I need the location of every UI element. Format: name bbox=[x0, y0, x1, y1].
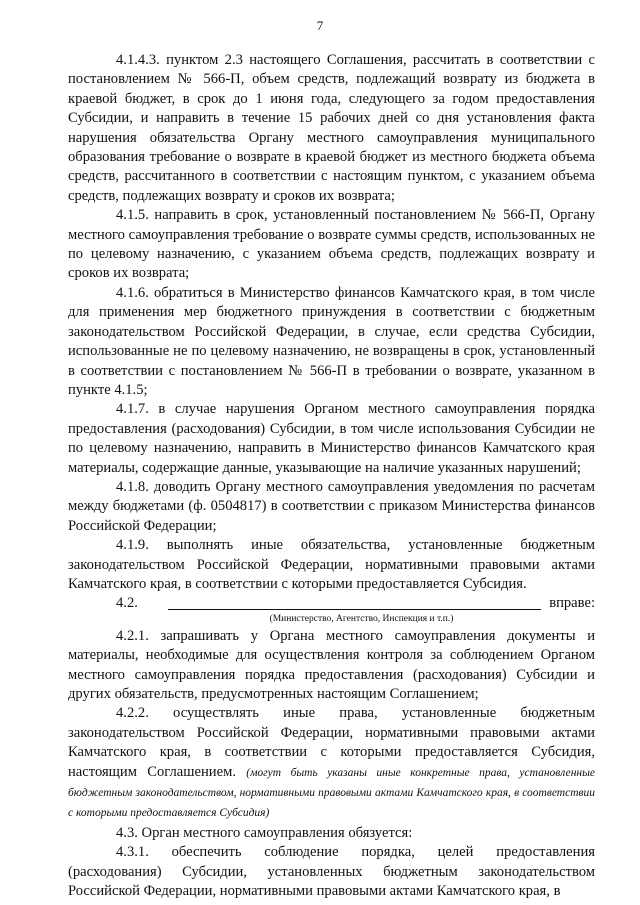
paragraph-4-2-1: 4.2.1. запрашивать у Органа местного самоуправления документы и материалы, необходимые для осуществления контроля за соблюдением Органом местного самоуправления порядка предоставления (расходования) Субсидии и других обязательств, предусмотренных настоящим Соглашением; bbox=[68, 627, 595, 702]
document-body bbox=[68, 51, 595, 901]
blank-caption: (Министерство, Агентство, Инспекция и т.п.) bbox=[269, 613, 454, 624]
paragraph-4-2-2-text: 4.2.2. осуществлять иные права, установленные бюджетным законодательством Российской Федерации, нормативными правовыми актами Камчатского края, в соответствии с которыми предоставляется Субсидия, настоящим Соглашением. bbox=[68, 705, 595, 780]
paragraph-4-2-2-note: (могут быть указаны иные конкретные права, установленные бюджетным законодательством, нормативными правовыми актами Камчатского края, в соответствии с которыми предоставляется Субсидия) bbox=[68, 766, 595, 820]
paragraph-4-1-4-3: 4.1.4.3. пунктом 2.3 настоящего Соглашения, рассчитать в соответствии с постановлением № 566-П, объем средств, подлежащий возврату из бюджета в краевой бюджет, в срок до 1 июня года, следующего за годом предоставления Субсидии, и направить в течение 15 рабочих дней со дня установления факта нарушения обязательства Органу местного самоуправления муниципального образования требование о возврате в краевой бюджет из местного бюджета объема средств, рассчитанного в соответствии с настоящим пунктом, с указанием объема средств, подлежащих возврату и сроков их возврата; bbox=[68, 52, 595, 204]
paragraph-4-1-6: 4.1.6. обратиться в Министерство финансов Камчатского края, в том числе для применения мер бюджетного принуждения в соответствии с бюджетным законодательством Российской Федерации, в случае, если средства Субсидии, использованные не по целевому назначению, не возвращены в срок, установленный в соответствии с постановлением № 566-П в требовании о возврате, указанном в пункте 4.1.5; bbox=[68, 284, 595, 398]
paragraph-4-1-5: 4.1.5. направить в срок, установленный постановлением № 566-П, Органу местного самоуправления требование о возврате суммы средств, использованных не по целевому назначению, с указанием объема средств, подлежащих возврату и сроков их возврата; bbox=[68, 207, 595, 282]
paragraph-4-1-8: 4.1.8. доводить Органу местного самоуправления уведомления по расчетам между бюджетами (ф. 0504817) в соответствии с приказом Министерства финансов Российской Федерации; bbox=[68, 478, 595, 534]
paragraph-4-3-1: 4.3.1. обеспечить соблюдение порядка, целей предоставления (расходования) Субсидии, установленных бюджетным законодательством Российской Федерации, нормативными правовыми актами Камчатского края, в bbox=[68, 844, 595, 900]
fill-in-blank-line bbox=[168, 609, 541, 610]
paragraph-4-2 bbox=[68, 594, 595, 613]
paragraph-4-2-label: 4.2. bbox=[116, 595, 138, 612]
paragraph-4-3: 4.3. Орган местного самоуправления обязуется: bbox=[116, 824, 413, 841]
paragraph-4-1-7: 4.1.7. в случае нарушения Органом местного самоуправления порядка предоставления (расходования) Субсидии, в том числе использования Субсидии не по целевому назначению, направить в Министерство финансов Камчатского края материалы, содержащие данные, указывающие на наличие указанных нарушений; bbox=[68, 401, 595, 476]
page-number: 7 bbox=[316, 18, 324, 33]
paragraph-4-2-2 bbox=[68, 704, 595, 823]
paragraph-4-1-9: 4.1.9. выполнять иные обязательства, установленные бюджетным законодательством Российской Федерации, нормативными правовыми актами Камчатского края, в соответствии с которыми предоставляется Субсидия. bbox=[68, 537, 595, 592]
paragraph-4-2-suffix: вправе: bbox=[549, 595, 595, 612]
